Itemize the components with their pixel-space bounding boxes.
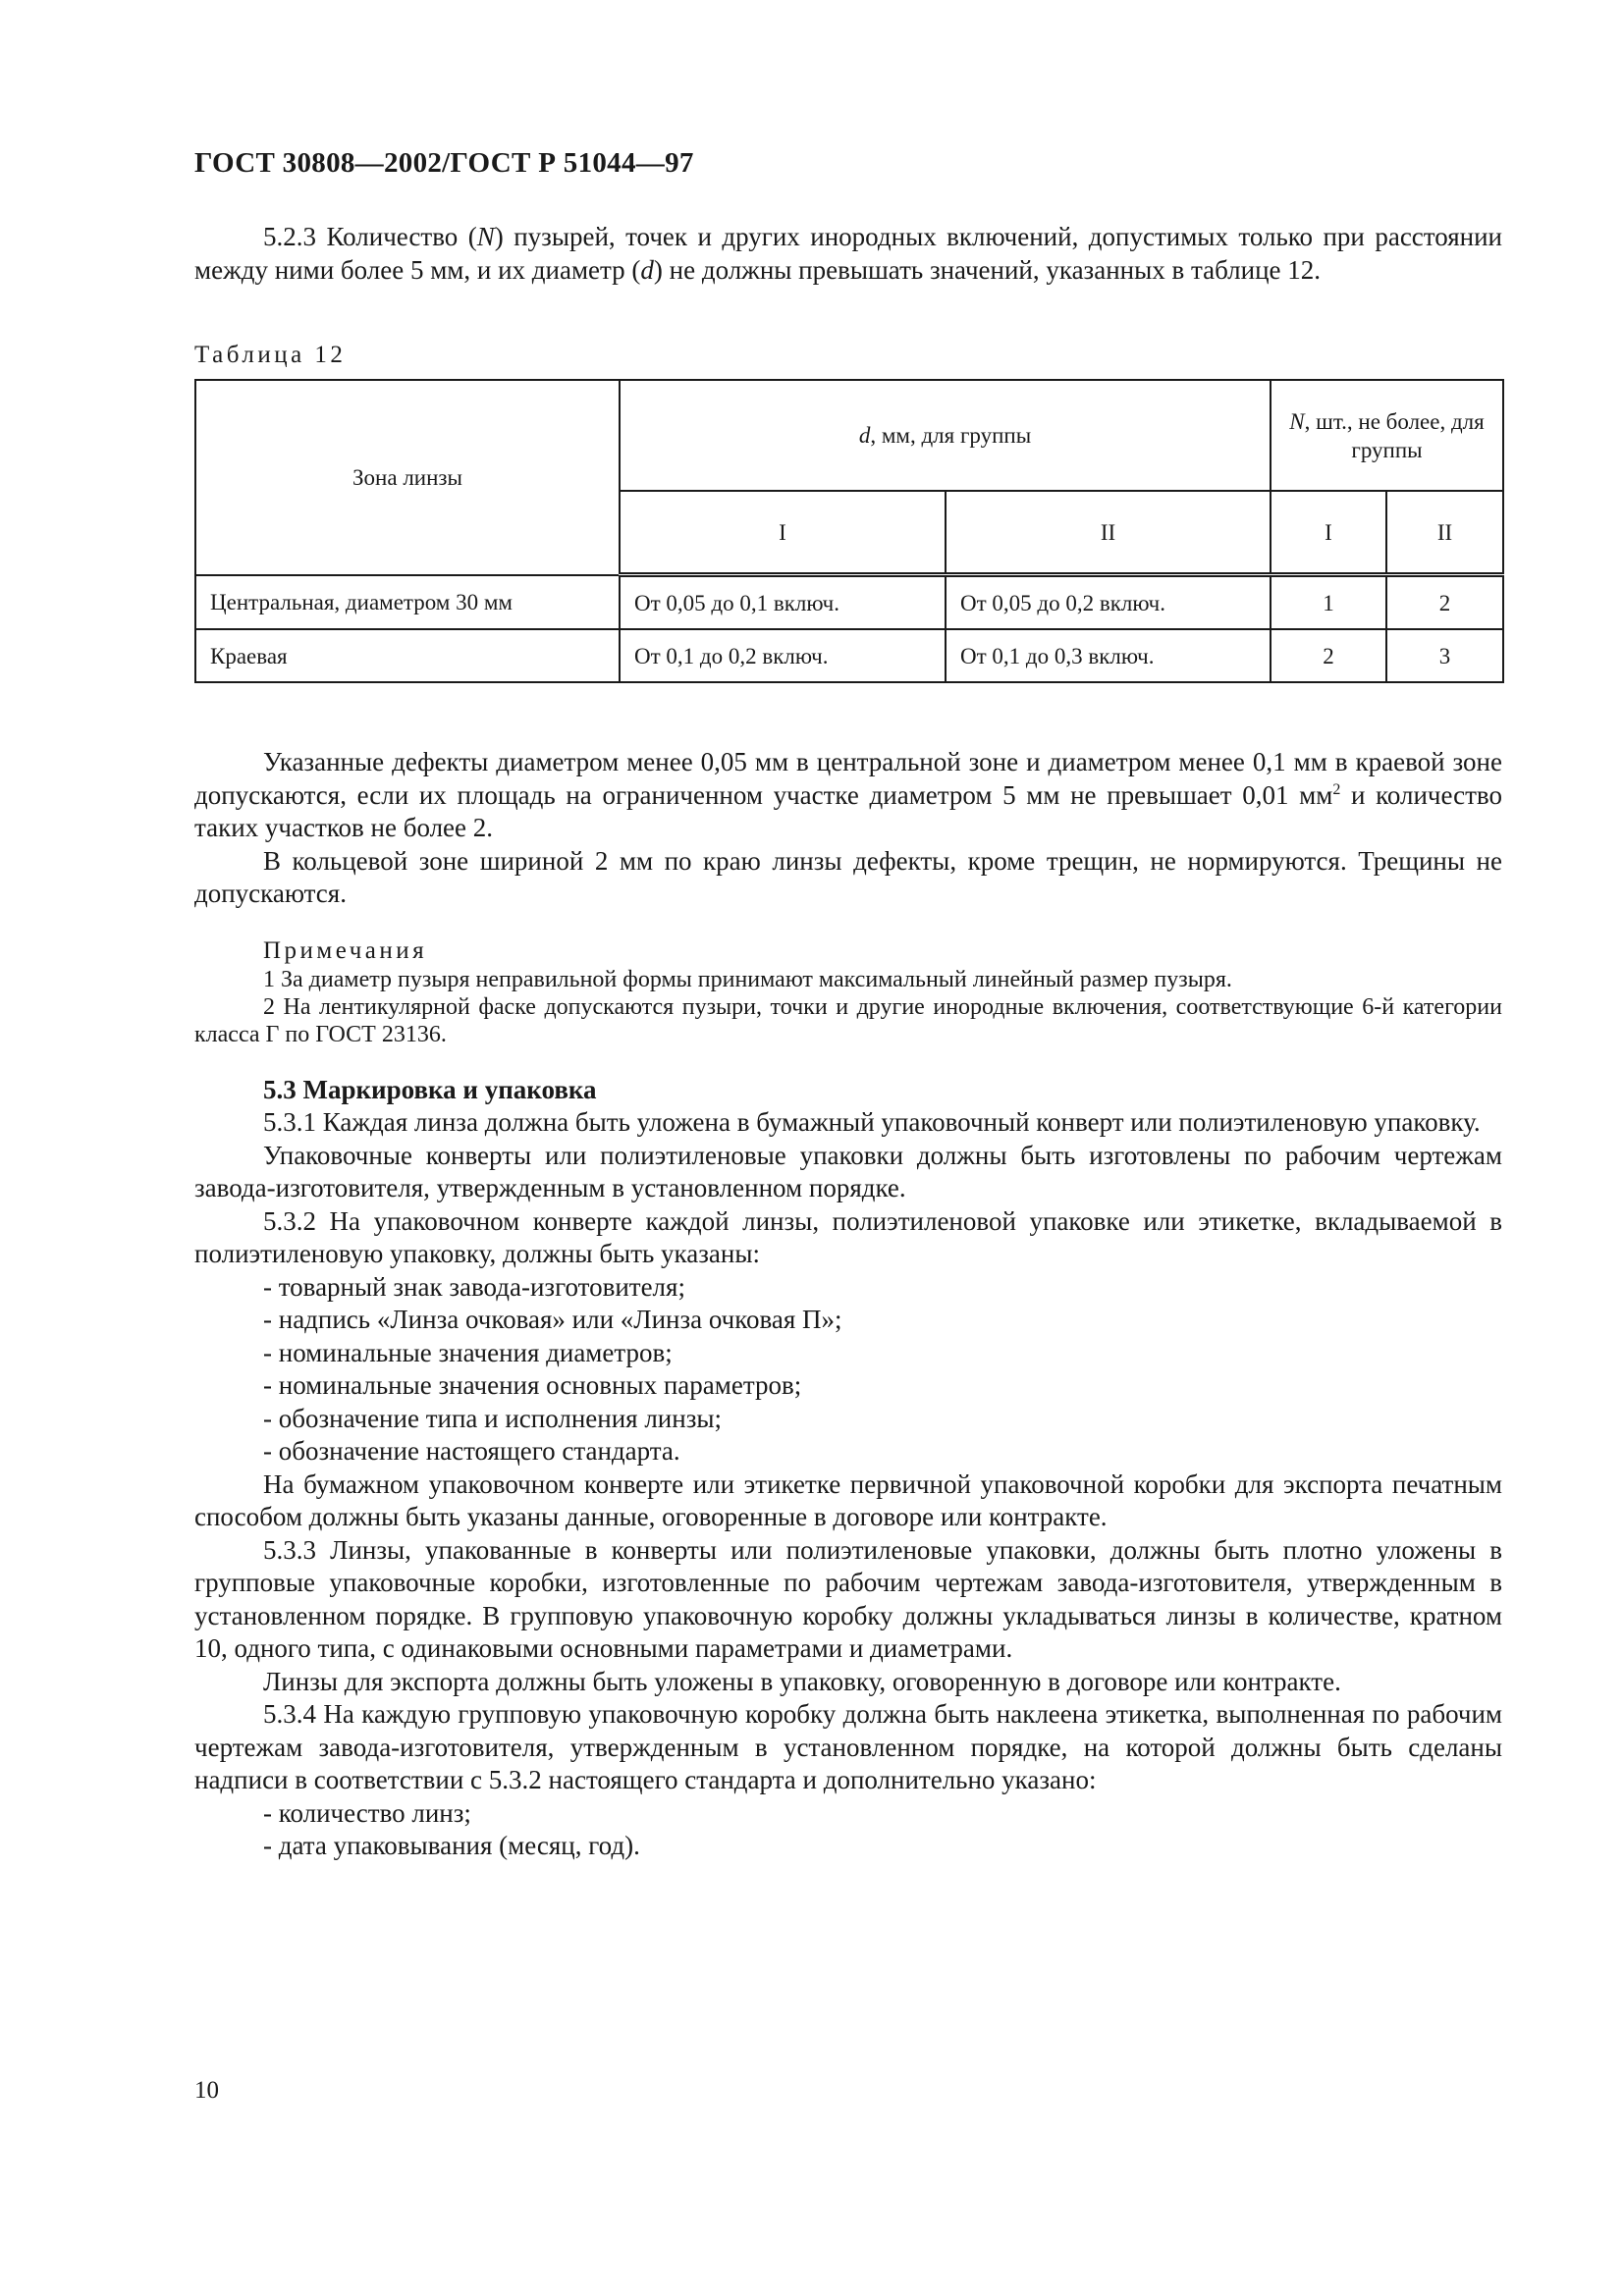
list-item: - номинальные значения основных параметров; xyxy=(263,1370,802,1400)
n2-cell: 2 xyxy=(1386,575,1503,630)
symbol-n: N xyxy=(1289,408,1305,434)
paragraph-5-3-2: 5.3.2 На упаковочном конверте каждой линзы, полиэтиленовой упаковке или этикетке, вкладываемой в полиэтиленовую упаковку, должны быть указаны: xyxy=(194,1205,1502,1268)
note-2: 2 На лентикулярной фаске допускаются пузыри, точки и другие инородные включения, соответствующие 6-й категории класса Г по ГОСТ 23136. xyxy=(194,993,1502,1047)
list-item: - количество линз; xyxy=(263,1797,471,1828)
note-1: 1 За диаметр пузыря неправильной формы принимают максимальный линейный размер пузыря. xyxy=(263,966,1232,992)
symbol-d: d xyxy=(640,254,654,285)
notes-title: Примечания xyxy=(263,936,428,964)
paragraph-5-3-3b: Линзы для экспорта должны быть уложены в упаковку, оговоренную в договоре или контракте. xyxy=(263,1666,1341,1696)
body-text xyxy=(194,746,1502,911)
list-item: - товарный знак завода-изготовителя; xyxy=(263,1271,685,1302)
table-row xyxy=(195,629,1503,682)
zone-cell: Краевая xyxy=(195,629,620,682)
d2-cell: От 0,1 до 0,3 включ. xyxy=(946,629,1271,682)
n-group-ii: II xyxy=(1386,491,1503,575)
d-group-ii: II xyxy=(946,491,1271,575)
text-fragment: 5.2.3 Количество ( xyxy=(263,222,477,251)
table-row xyxy=(195,575,1503,630)
document-header: ГОСТ 30808—2002/ГОСТ Р 51044—97 xyxy=(194,147,694,179)
paragraph-ring-zone: В кольцевой зоне шириной 2 мм по краю линзы дефекты, кроме трещин, не нормируются. Трещины не допускаются. xyxy=(194,845,1502,908)
section-title: 5.3 Маркировка и упаковка xyxy=(263,1074,597,1104)
paragraph-5-3-1b: Упаковочные конверты или полиэтиленовые упаковки должны быть изготовлены по рабочим чертежам завода-изготовителя, утвержденным в установленном порядке. xyxy=(194,1140,1502,1202)
list-item: - обозначение типа и исполнения линзы; xyxy=(263,1403,723,1433)
list-item: - обозначение настоящего стандарта. xyxy=(263,1436,680,1466)
paragraph-5-3-4: 5.3.4 На каждую групповую упаковочную коробку должна быть наклеена этикетка, выполненная по рабочим чертежам завода-изготовителя, утвержденным в установленном порядке, на которой должны быть сделаны надписи в соответствии с 5.3.2 настоящего стандарта и дополнительно указано: xyxy=(194,1699,1502,1794)
paragraph-5-3-2b: На бумажном упаковочном конверте или этикетке первичной упаковочной коробки для экспорта печатным способом должны быть указаны данные, оговоренные в договоре или контракте. xyxy=(194,1468,1502,1531)
d1-cell: От 0,05 до 0,1 включ. xyxy=(620,575,946,630)
text-fragment: и количество таких участков не более 2. xyxy=(194,779,1502,842)
n1-cell: 2 xyxy=(1271,629,1386,682)
text-fragment: ) не должны превышать значений, указанных в таблице 12. xyxy=(653,254,1322,285)
paragraph-5-3-3: 5.3.3 Линзы, упакованные в конверты или полиэтиленовые упаковки, должны быть плотно уложены в групповые упаковочные коробки, изготовленные по рабочим чертежам завода-изготовителя, утвержденным в установленном порядке. В групповую упаковочную коробку должны укладываться линзы в количестве, кратном 10, одного типа, с одинаковыми основными параметрами и диаметрами. xyxy=(194,1534,1502,1663)
symbol-n: N xyxy=(476,222,495,251)
d-header xyxy=(620,380,1271,491)
header-text: , шт., не более, для группы xyxy=(1304,408,1485,462)
n-header xyxy=(1271,380,1503,491)
zone-header: Зона линзы xyxy=(195,380,620,575)
defects-table xyxy=(194,379,1504,683)
d2-cell: От 0,05 до 0,2 включ. xyxy=(946,575,1271,630)
text-fragment: Указанные дефекты диаметром менее 0,05 мм в центральной зоне и диаметром менее 0,1 мм в краевой зоне допускаются, если их площадь на ограниченном участке диаметром 5 мм не превышает 0,01 мм xyxy=(194,747,1502,810)
table-caption: Таблица 12 xyxy=(194,342,347,368)
text-fragment: ) пузырей, точек и других инородных включений, допустимых только при расстоянии между ними более 5 мм, и их диаметр ( xyxy=(194,222,1502,285)
d1-cell: От 0,1 до 0,2 включ. xyxy=(620,629,946,682)
list-item: - дата упаковывания (месяц, год). xyxy=(263,1831,640,1860)
document-page xyxy=(194,147,1502,1863)
list-item: - номинальные значения диаметров; xyxy=(263,1337,673,1367)
paragraph-defects xyxy=(194,746,1502,845)
list-item: - надпись «Линза очковая» или «Линза очковая П»; xyxy=(263,1305,842,1334)
n-group-i: I xyxy=(1271,491,1386,575)
symbol-d: d xyxy=(858,423,871,448)
header-text: , мм, для группы xyxy=(870,423,1032,448)
d-group-i: I xyxy=(620,491,946,575)
superscript: 2 xyxy=(1332,780,1341,798)
page-number: 10 xyxy=(194,2077,219,2104)
n2-cell: 3 xyxy=(1386,629,1503,682)
paragraph-5-3-1: 5.3.1 Каждая линза должна быть уложена в бумажный упаковочный конверт или полиэтиленовую упаковку. xyxy=(263,1107,1481,1137)
zone-cell: Центральная, диаметром 30 мм xyxy=(195,575,620,630)
paragraph-5-2-3 xyxy=(194,221,1502,287)
n1-cell: 1 xyxy=(1271,575,1386,630)
